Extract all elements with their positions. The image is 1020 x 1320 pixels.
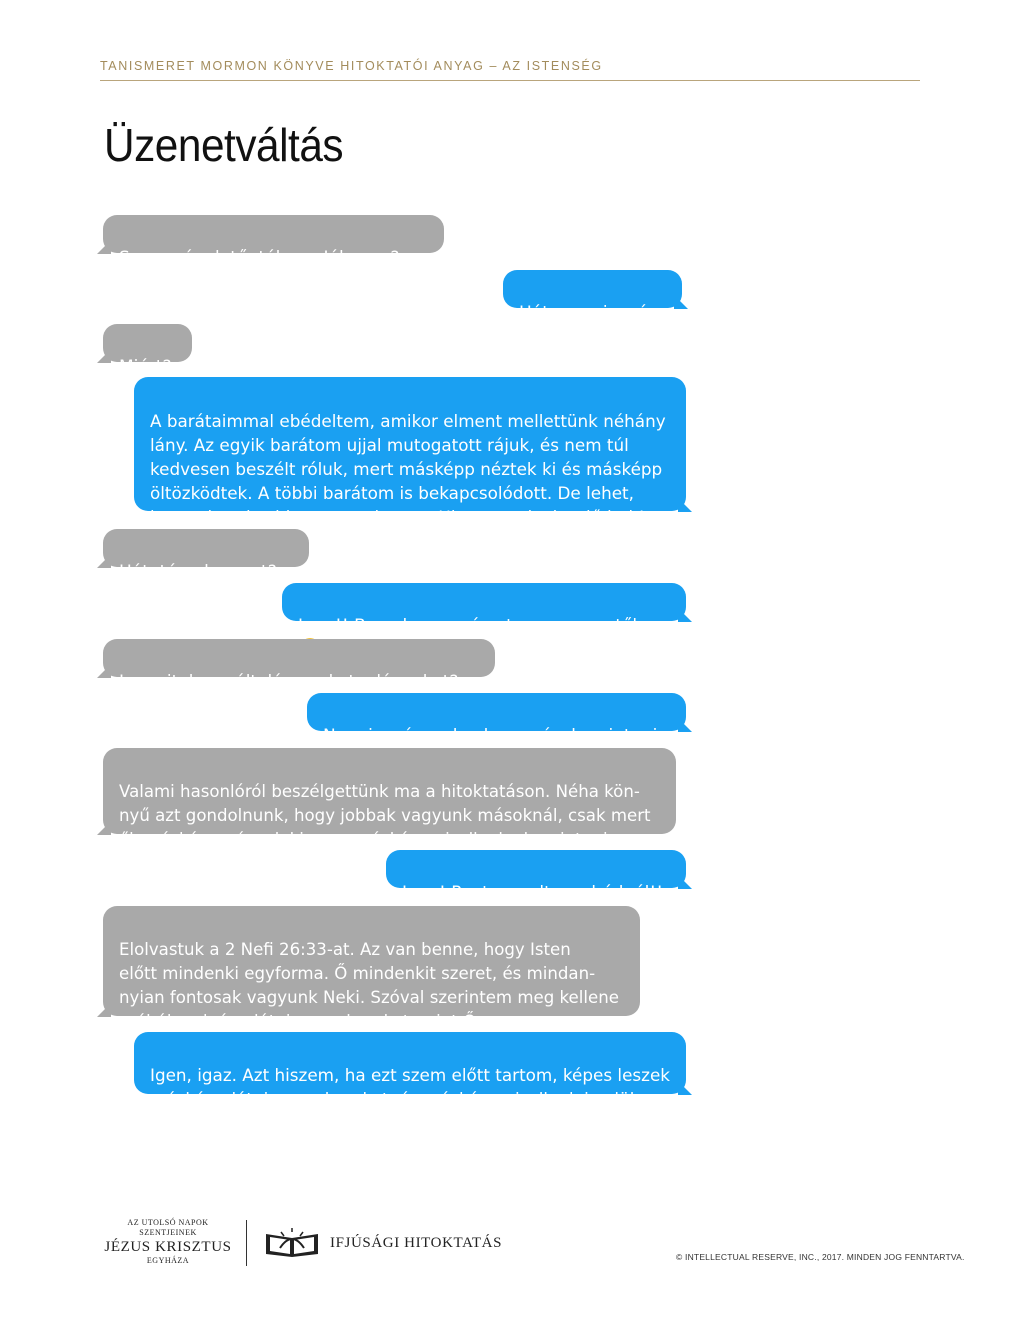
- bubble-tail: [97, 664, 111, 678]
- message-text: Igen!! Borzalmasan éreztem magam tőle.: [298, 616, 653, 636]
- message-bubble-outgoing: [134, 1032, 686, 1109]
- bubble-tail: [97, 821, 111, 835]
- message-bubble-incoming: [103, 324, 192, 377]
- running-header: TANISMERET MORMON KÖNYVE HITOKTATÓI ANYAG – AZ ISTENSÉG: [100, 59, 603, 73]
- church-logo-line3: JÉZUS KRISZTUS: [104, 1239, 232, 1255]
- message-text: Nem igazán… de olyan mások, mint mi.: [323, 726, 663, 746]
- message-bubble-incoming: [103, 906, 640, 1031]
- bubble-tail: [678, 718, 692, 732]
- bubble-tail: [678, 1081, 692, 1095]
- message-bubble-outgoing: [503, 270, 682, 323]
- church-logo-line1: AZ UTOLSÓ NAPOK: [127, 1218, 209, 1227]
- message-text: Miért?: [119, 357, 172, 377]
- church-logo: [100, 1218, 236, 1266]
- open-book-sunrise-icon: [264, 1228, 320, 1258]
- message-bubble-incoming: [103, 639, 495, 692]
- message-bubble-outgoing: [134, 377, 686, 527]
- message-bubble-incoming: [103, 215, 444, 268]
- footer-divider: [246, 1220, 247, 1266]
- church-logo-line2: SZENTJEINEK: [139, 1228, 197, 1237]
- message-text: Valami hasonlóról beszélgettünk ma a hitoktatáson. Néha kön- nyű azt gondolnunk, hogy jobbak vagyunk másoknál, csak mert ők másképp néznek ki vagy másképp viselkednek, mint mi.: [119, 782, 651, 849]
- message-bubble-outgoing: [282, 583, 686, 636]
- bubble-tail: [674, 295, 688, 309]
- message-text: Szomorúnak tűntél ma. Jól vagy?: [119, 248, 400, 268]
- message-bubble-outgoing: [307, 693, 686, 746]
- message-text: Igen, igaz. Azt hiszem, ha ezt szem előtt tartom, képes leszek másképp látni az embereket, és másképp viselkedni velük.: [150, 1065, 671, 1109]
- seminary-label: IFJÚSÁGI HITOKTATÁS: [330, 1235, 503, 1251]
- message-text: A barátaimmal ebédeltem, amikor elment mellettünk néhány lány. Az egyik barátom ujjal mutogatott rájuk, és nem túl kedvesen beszélt róluk, mert másképp néztek ki és másképp öltözködtek. A többi barátom is bekapcsolódott. De lehet, hogy nincs is ebben semmi rossz. Hiszen csak viccelődtek!: [150, 411, 666, 527]
- bubble-tail: [97, 240, 111, 254]
- bubble-tail: [97, 1003, 111, 1017]
- message-text: Hát, nem igazán.: [519, 303, 665, 323]
- message-bubble-outgoing: [386, 850, 686, 903]
- message-text: Igen! Pont ez volt az ebédnél!!: [402, 883, 664, 903]
- message-text: Elolvastuk a 2 Nefi 26:33-at. Az van benne, hogy Isten előtt mindenki egyforma. Ő mindenkit szeret, és mindan- nyian fontosak vagyunk Neki. Szóval szerintem meg kellene próbálnunk úgy látni az embereket, mint Ő.: [119, 940, 619, 1031]
- church-logo-line4: EGYHÁZA: [146, 1256, 190, 1265]
- bubble-tail: [97, 349, 111, 363]
- bubble-tail: [678, 498, 692, 512]
- message-text: Hát, téged zavart?: [119, 562, 277, 582]
- message-bubble-incoming: [103, 529, 309, 582]
- message-text: Ismeritek egyáltalán azokat a lányokat?: [119, 672, 459, 692]
- message-bubble-incoming: [103, 748, 676, 849]
- bubble-tail: [678, 608, 692, 622]
- bubble-tail: [97, 554, 111, 568]
- copyright: © INTELLECTUAL RESERVE, INC., 2017. MINDEN JOG FENNTARTVA.: [676, 1252, 965, 1262]
- page-title: Üzenetváltás: [104, 119, 344, 171]
- bubble-tail: [678, 875, 692, 889]
